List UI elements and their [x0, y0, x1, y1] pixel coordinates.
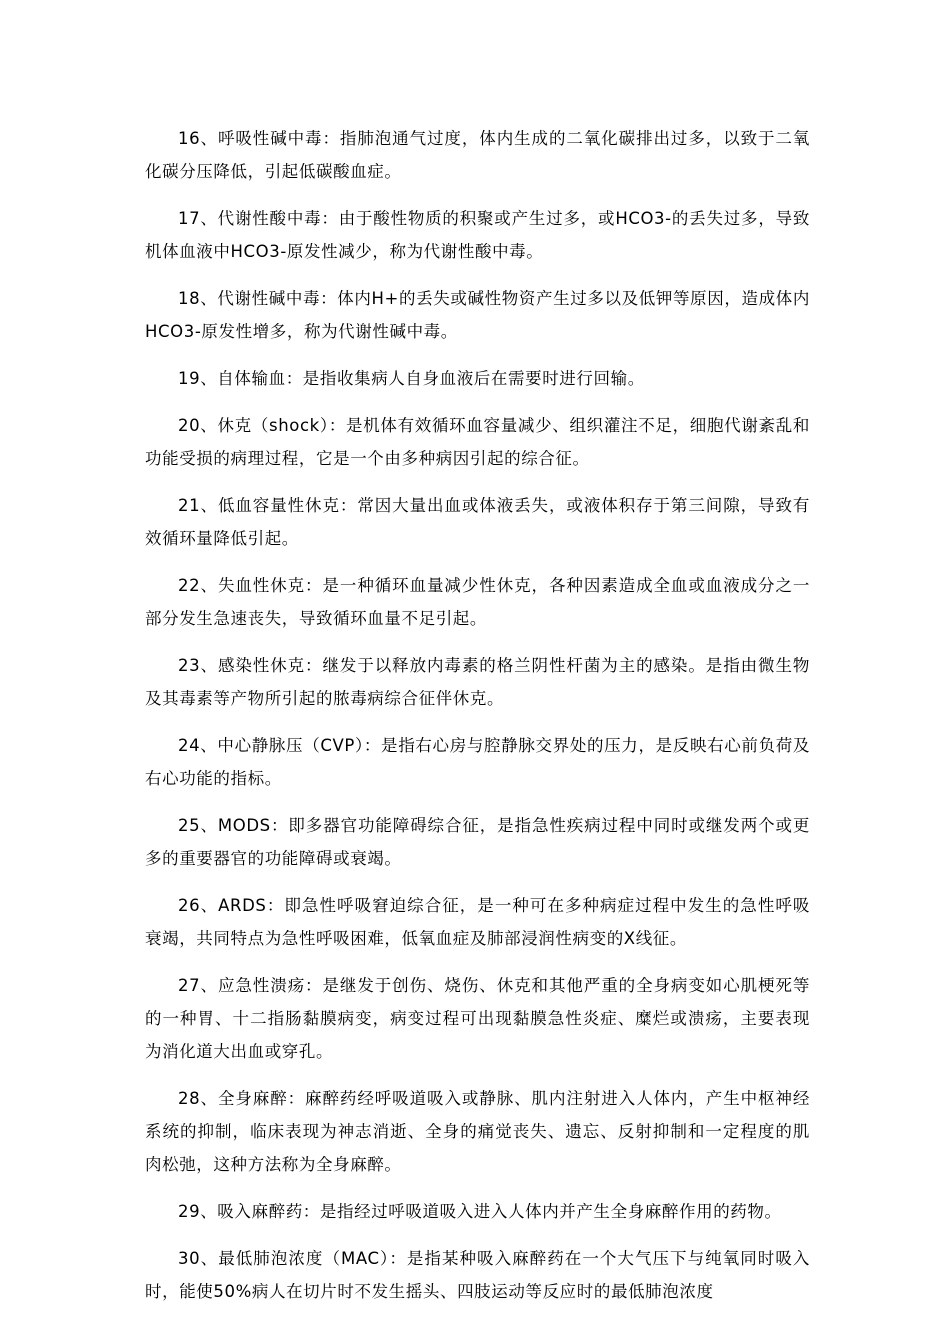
definition-26: 26、ARDS：即急性呼吸窘迫综合征，是一种可在多种病症过程中发生的急性呼吸衰竭，共同特点为急性呼吸困难，低氧血症及肺部浸润性病变的X线征。 [145, 896, 810, 948]
definition-19: 19、自体输血：是指收集病人自身血液后在需要时进行回输。 [178, 369, 645, 388]
definition-21: 21、低血容量性休克：常因大量出血或体液丢失，或液体积存于第三间隙，导致有效循环量降低引起。 [145, 496, 810, 548]
definition-23: 23、感染性休克：继发于以释放内毒素的格兰阴性杆菌为主的感染。是指由微生物及其毒素等产物所引起的脓毒病综合征伴休克。 [145, 656, 810, 708]
definition-25: 25、MODS：即多器官功能障碍综合征，是指急性疾病过程中同时或继发两个或更多的重要器官的功能障碍或衰竭。 [145, 816, 810, 868]
document-body [145, 122, 810, 1322]
definition-28: 28、全身麻醉：麻醉药经呼吸道吸入或静脉、肌内注射进入人体内，产生中枢神经系统的抑制，临床表现为神志消逝、全身的痛觉丧失、遗忘、反射抑制和一定程度的肌肉松弛，这种方法称为全身麻醉。 [145, 1089, 810, 1174]
definition-16: 16、呼吸性碱中毒：指肺泡通气过度，体内生成的二氧化碳排出过多，以致于二氧化碳分压降低，引起低碳酸血症。 [145, 129, 810, 181]
definition-29: 29、吸入麻醉药：是指经过呼吸道吸入进入人体内并产生全身麻醉作用的药物。 [178, 1202, 782, 1221]
definition-24: 24、中心静脉压（CVP）：是指右心房与腔静脉交界处的压力，是反映右心前负荷及右心功能的指标。 [145, 736, 810, 788]
definition-20: 20、休克（shock）：是机体有效循环血容量减少、组织灌注不足，细胞代谢紊乱和功能受损的病理过程，它是一个由多种病因引起的综合征。 [145, 416, 810, 468]
definition-17: 17、代谢性酸中毒：由于酸性物质的积聚或产生过多，或HCO3-的丢失过多，导致机体血液中HCO3-原发性减少，称为代谢性酸中毒。 [145, 209, 810, 261]
definition-18: 18、代谢性碱中毒：体内H+的丢失或碱性物资产生过多以及低钾等原因，造成体内HCO3-原发性增多，称为代谢性碱中毒。 [145, 289, 810, 341]
definition-30: 30、最低肺泡浓度（MAC）：是指某种吸入麻醉药在一个大气压下与纯氧同时吸入时，能使50%病人在切片时不发生摇头、四肢运动等反应时的最低肺泡浓度 [145, 1249, 810, 1301]
definition-22: 22、失血性休克：是一种循环血量减少性休克，各种因素造成全血或血液成分之一部分发生急速丧失，导致循环血量不足引起。 [145, 576, 810, 628]
definition-27: 27、应急性溃疡：是继发于创伤、烧伤、休克和其他严重的全身病变如心肌梗死等的一种胃、十二指肠黏膜病变，病变过程可出现黏膜急性炎症、糜烂或溃疡，主要表现为消化道大出血或穿孔。 [145, 976, 810, 1061]
